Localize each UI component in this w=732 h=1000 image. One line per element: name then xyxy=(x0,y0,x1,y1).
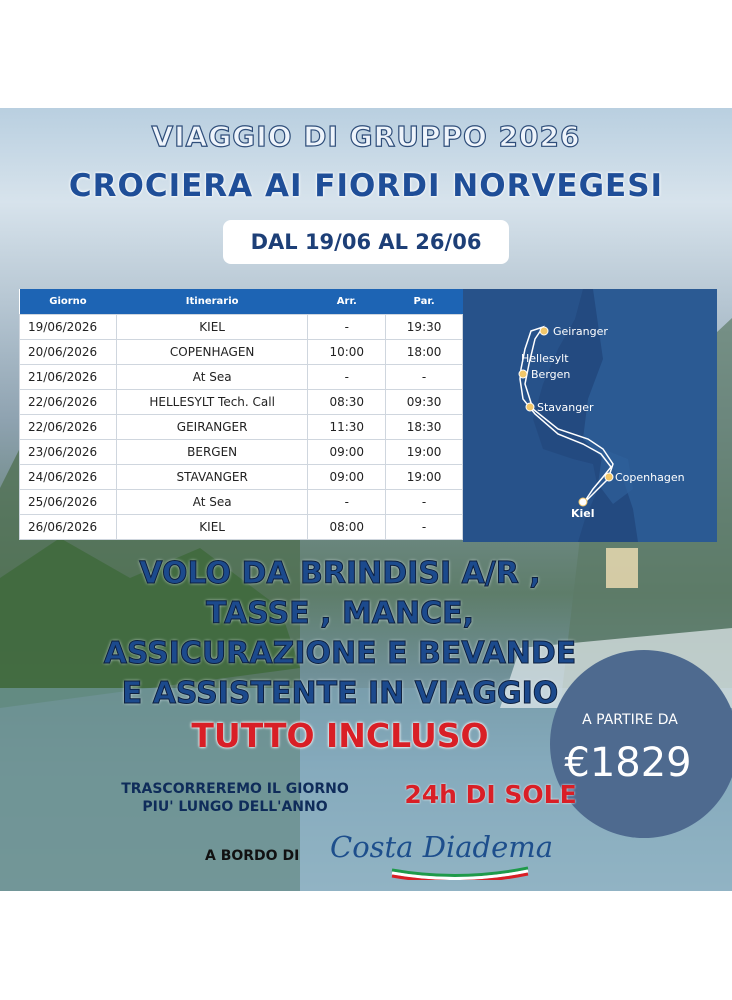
cell-day: 23/06/2026 xyxy=(20,440,117,465)
cell-port: KIEL xyxy=(116,315,307,340)
cell-port: At Sea xyxy=(116,365,307,390)
cell-day: 22/06/2026 xyxy=(20,390,117,415)
cell-port: STAVANGER xyxy=(116,465,307,490)
cell-day: 19/06/2026 xyxy=(20,315,117,340)
cell-arrival: - xyxy=(308,365,386,390)
longest-day-text xyxy=(100,780,370,816)
cell-day: 22/06/2026 xyxy=(20,415,117,440)
included-line-assistant: E ASSISTENTE IN VIAGGIO xyxy=(121,676,559,711)
cell-arrival: 08:30 xyxy=(308,390,386,415)
cell-departure: - xyxy=(386,365,463,390)
table-row xyxy=(20,340,463,365)
included-line-flight: VOLO DA BRINDISI A/R , xyxy=(139,556,541,591)
all-inclusive-label: TUTTO INCLUSO xyxy=(191,716,489,755)
longest-day-line1: TRASCORREREMO IL GIORNO xyxy=(121,781,349,797)
cruise-title: CROCIERA AI FIORDI NORVEGESI xyxy=(68,168,664,204)
table-row xyxy=(20,440,463,465)
cell-day: 21/06/2026 xyxy=(20,365,117,390)
cell-port: GEIRANGER xyxy=(116,415,307,440)
table-row xyxy=(20,415,463,440)
header-day: Giorno xyxy=(20,289,117,315)
table-row xyxy=(20,315,463,340)
cell-arrival: - xyxy=(308,490,386,515)
map-label-bergen: Bergen xyxy=(531,368,571,381)
longest-day-line2: PIU' LUNGO DELL'ANNO xyxy=(142,799,328,815)
poster xyxy=(0,108,732,891)
cell-departure: 18:00 xyxy=(386,340,463,365)
cell-day: 25/06/2026 xyxy=(20,490,117,515)
aboard-label: A BORDO DI xyxy=(205,848,300,864)
table-row xyxy=(20,365,463,390)
header-itinerary: Itinerario xyxy=(116,289,307,315)
ship-name-logo: Costa Diadema xyxy=(330,830,554,864)
table-row xyxy=(20,515,463,540)
route-map xyxy=(463,289,717,542)
map-label-geiranger: Geiranger xyxy=(553,325,608,338)
table-header-row xyxy=(20,289,463,315)
cell-port: BERGEN xyxy=(116,440,307,465)
header-departure: Par. xyxy=(386,289,463,315)
cell-day: 26/06/2026 xyxy=(20,515,117,540)
header-arrival: Arr. xyxy=(308,289,386,315)
cell-port: COPENHAGEN xyxy=(116,340,307,365)
route-map-svg xyxy=(463,289,717,542)
cell-port: KIEL xyxy=(116,515,307,540)
cell-port: HELLESYLT Tech. Call xyxy=(116,390,307,415)
cell-departure: - xyxy=(386,490,463,515)
sun-hours-label: 24h DI SOLE xyxy=(404,780,577,809)
cell-arrival: 09:00 xyxy=(308,465,386,490)
price-badge xyxy=(550,650,732,838)
itinerary-table xyxy=(19,289,463,540)
cell-arrival: 08:00 xyxy=(308,515,386,540)
map-label-copenhagen: Copenhagen xyxy=(615,471,685,484)
price-from-label: A PARTIRE DA xyxy=(582,712,678,728)
included-line-taxes: TASSE , MANCE, xyxy=(205,596,475,631)
group-trip-title: VIAGGIO DI GRUPPO 2026 xyxy=(151,120,581,153)
cell-day: 24/06/2026 xyxy=(20,465,117,490)
cell-arrival: 11:30 xyxy=(308,415,386,440)
cell-day: 20/06/2026 xyxy=(20,340,117,365)
cell-departure: 19:30 xyxy=(386,315,463,340)
map-label-stavanger: Stavanger xyxy=(537,401,594,414)
cell-arrival: - xyxy=(308,315,386,340)
cell-arrival: 10:00 xyxy=(308,340,386,365)
map-label-kiel: Kiel xyxy=(571,507,595,520)
cell-departure: 19:00 xyxy=(386,440,463,465)
included-line-insurance: ASSICURAZIONE E BEVANDE xyxy=(103,636,577,671)
italian-flag-swoosh xyxy=(390,866,530,880)
table-row xyxy=(20,465,463,490)
cell-departure: 09:30 xyxy=(386,390,463,415)
date-range-badge: DAL 19/06 AL 26/06 xyxy=(223,220,509,264)
cell-departure: 18:30 xyxy=(386,415,463,440)
table-row xyxy=(20,490,463,515)
table-row xyxy=(20,390,463,415)
map-label-hellesylt: Hellesylt xyxy=(521,352,569,365)
cell-arrival: 09:00 xyxy=(308,440,386,465)
price-value: €1829 xyxy=(564,740,692,786)
cell-port: At Sea xyxy=(116,490,307,515)
cell-departure: 19:00 xyxy=(386,465,463,490)
cell-departure: - xyxy=(386,515,463,540)
